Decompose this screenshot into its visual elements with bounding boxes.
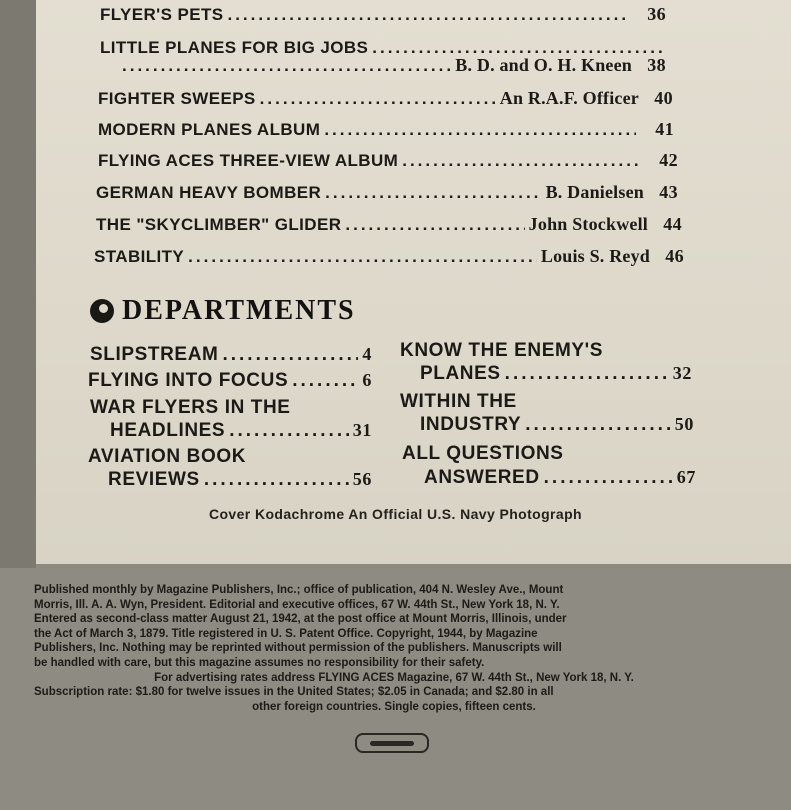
toc-page-number: 42 [659, 150, 678, 170]
toc-author: B. Danielsen [545, 182, 644, 202]
department-label: SLIPSTREAM [90, 344, 219, 365]
yin-yang-bullet-icon [90, 299, 114, 323]
department-page: 67 [676, 467, 696, 487]
toc-title: THE "SKYCLIMBER" GLIDER [96, 215, 342, 234]
publication-line: other foreign countries. Single copies, fifteen cents. [252, 700, 536, 713]
publication-line: Subscription rate: $1.80 for twelve issues in the United States; $2.05 in Canada; and $2.80 in all [34, 686, 554, 699]
toc-row [94, 246, 684, 270]
toc-page-number: 40 [654, 88, 673, 108]
department-label: REVIEWS [108, 469, 200, 490]
publication-line: Morris, Ill. A. A. Wyn, President. Editorial and executive offices, 67 W. 44th St., New York 18, N. Y. [34, 598, 560, 611]
toc-author: Louis S. Reyd [540, 246, 650, 266]
department-label: ALL QUESTIONS [402, 443, 564, 464]
department-item [88, 446, 372, 470]
department-leader-dots [292, 370, 358, 392]
department-page: 31 [352, 420, 372, 440]
publication-line: Published monthly by Magazine Publishers, Inc.; office of publication, 404 N. Wesley Ave., Mount [34, 584, 564, 596]
toc-page-number: 43 [659, 182, 678, 202]
department-page: 4 [362, 344, 372, 364]
toc-page-number: 38 [647, 55, 666, 75]
toc-page-number: 36 [647, 4, 666, 24]
union-label-emblem-icon [355, 733, 429, 753]
department-page: 56 [352, 469, 372, 489]
department-item [88, 370, 372, 394]
department-label: PLANES [420, 363, 501, 384]
toc-title: FIGHTER SWEEPS [98, 89, 256, 108]
department-page: 32 [672, 363, 692, 383]
department-leader-dots [505, 363, 669, 385]
department-item [400, 391, 694, 415]
toc-row [98, 119, 674, 143]
publication-line: Publishers, Inc. Nothing may be reprinted without permission of the publishers. Manuscripts will [34, 642, 562, 655]
department-label: INDUSTRY [420, 414, 522, 435]
toc-author: John Stockwell [528, 214, 648, 234]
department-item [90, 344, 372, 368]
toc-author: An R.A.F. Officer [499, 88, 639, 108]
toc-page-number: 44 [663, 214, 682, 234]
toc-leader-dots [345, 215, 524, 235]
department-item [402, 443, 696, 467]
toc-row [98, 150, 678, 174]
toc-row [96, 214, 682, 238]
departments-title: DEPARTMENTS [122, 295, 356, 326]
departments-heading [90, 294, 356, 328]
toc-page-number: 46 [665, 246, 684, 266]
publication-line: be handled with care, but this magazine assumes no responsibility for their safety. [34, 656, 485, 669]
department-label: FLYING INTO FOCUS [88, 370, 289, 391]
publication-line: Entered as second-class matter August 21, 1942, at the post office at Mount Morris, Illinois, under [34, 613, 567, 626]
toc-title: LITTLE PLANES FOR BIG JOBS [100, 38, 369, 57]
toc-title: FLYING ACES THREE-VIEW ALBUM [98, 151, 399, 170]
toc-leader-dots [227, 5, 628, 25]
toc-title: GERMAN HEAVY BOMBER [96, 183, 322, 202]
toc-leader-dots [325, 183, 541, 203]
department-leader-dots [204, 469, 349, 491]
publication-line: the Act of March 3, 1879. Title registered in U. S. Patent Office. Copyright, 1944, by Magazine [34, 627, 538, 640]
publication-notice [34, 583, 754, 714]
toc-title: FLYER'S PETS [100, 5, 224, 24]
publication-line: For advertising rates address FLYING ACES Magazine, 67 W. 44th St., New York 18, N. Y. [154, 671, 634, 684]
toc-title: MODERN PLANES ALBUM [98, 120, 321, 139]
toc-title: STABILITY [94, 247, 185, 266]
department-page: 50 [674, 414, 694, 434]
toc-page-number: 41 [655, 119, 674, 139]
toc-row [96, 182, 678, 206]
toc-author: B. D. and O. H. Kneen [455, 55, 632, 75]
department-leader-dots [525, 414, 671, 436]
department-item-continued [420, 414, 694, 438]
toc-row-continued [118, 55, 666, 79]
department-item-continued [424, 467, 696, 491]
toc-leader-dots [324, 120, 636, 140]
department-leader-dots [229, 420, 349, 442]
department-item-continued [110, 420, 372, 444]
toc-leader-dots [402, 151, 640, 171]
department-page: 6 [362, 370, 372, 390]
department-item [400, 340, 692, 364]
department-leader-dots [544, 467, 673, 489]
toc-leader-dots [260, 89, 496, 109]
department-label: AVIATION BOOK [88, 446, 247, 467]
department-label: KNOW THE ENEMY'S [400, 340, 604, 361]
department-item-continued [420, 363, 692, 387]
department-item-continued [108, 469, 372, 493]
department-item [90, 397, 372, 421]
department-label: WITHIN THE [400, 391, 517, 412]
toc-leader-dots [188, 247, 537, 267]
department-leader-dots [222, 344, 358, 366]
toc-row [98, 88, 673, 112]
toc-leader-dots [122, 56, 451, 76]
department-label: HEADLINES [110, 420, 226, 441]
cover-credit: Cover Kodachrome An Official U.S. Navy Photograph [208, 506, 583, 522]
toc-row [100, 4, 666, 28]
department-label: ANSWERED [424, 467, 540, 488]
page-edge-shadow [0, 0, 36, 568]
department-label: WAR FLYERS IN THE [90, 397, 291, 418]
